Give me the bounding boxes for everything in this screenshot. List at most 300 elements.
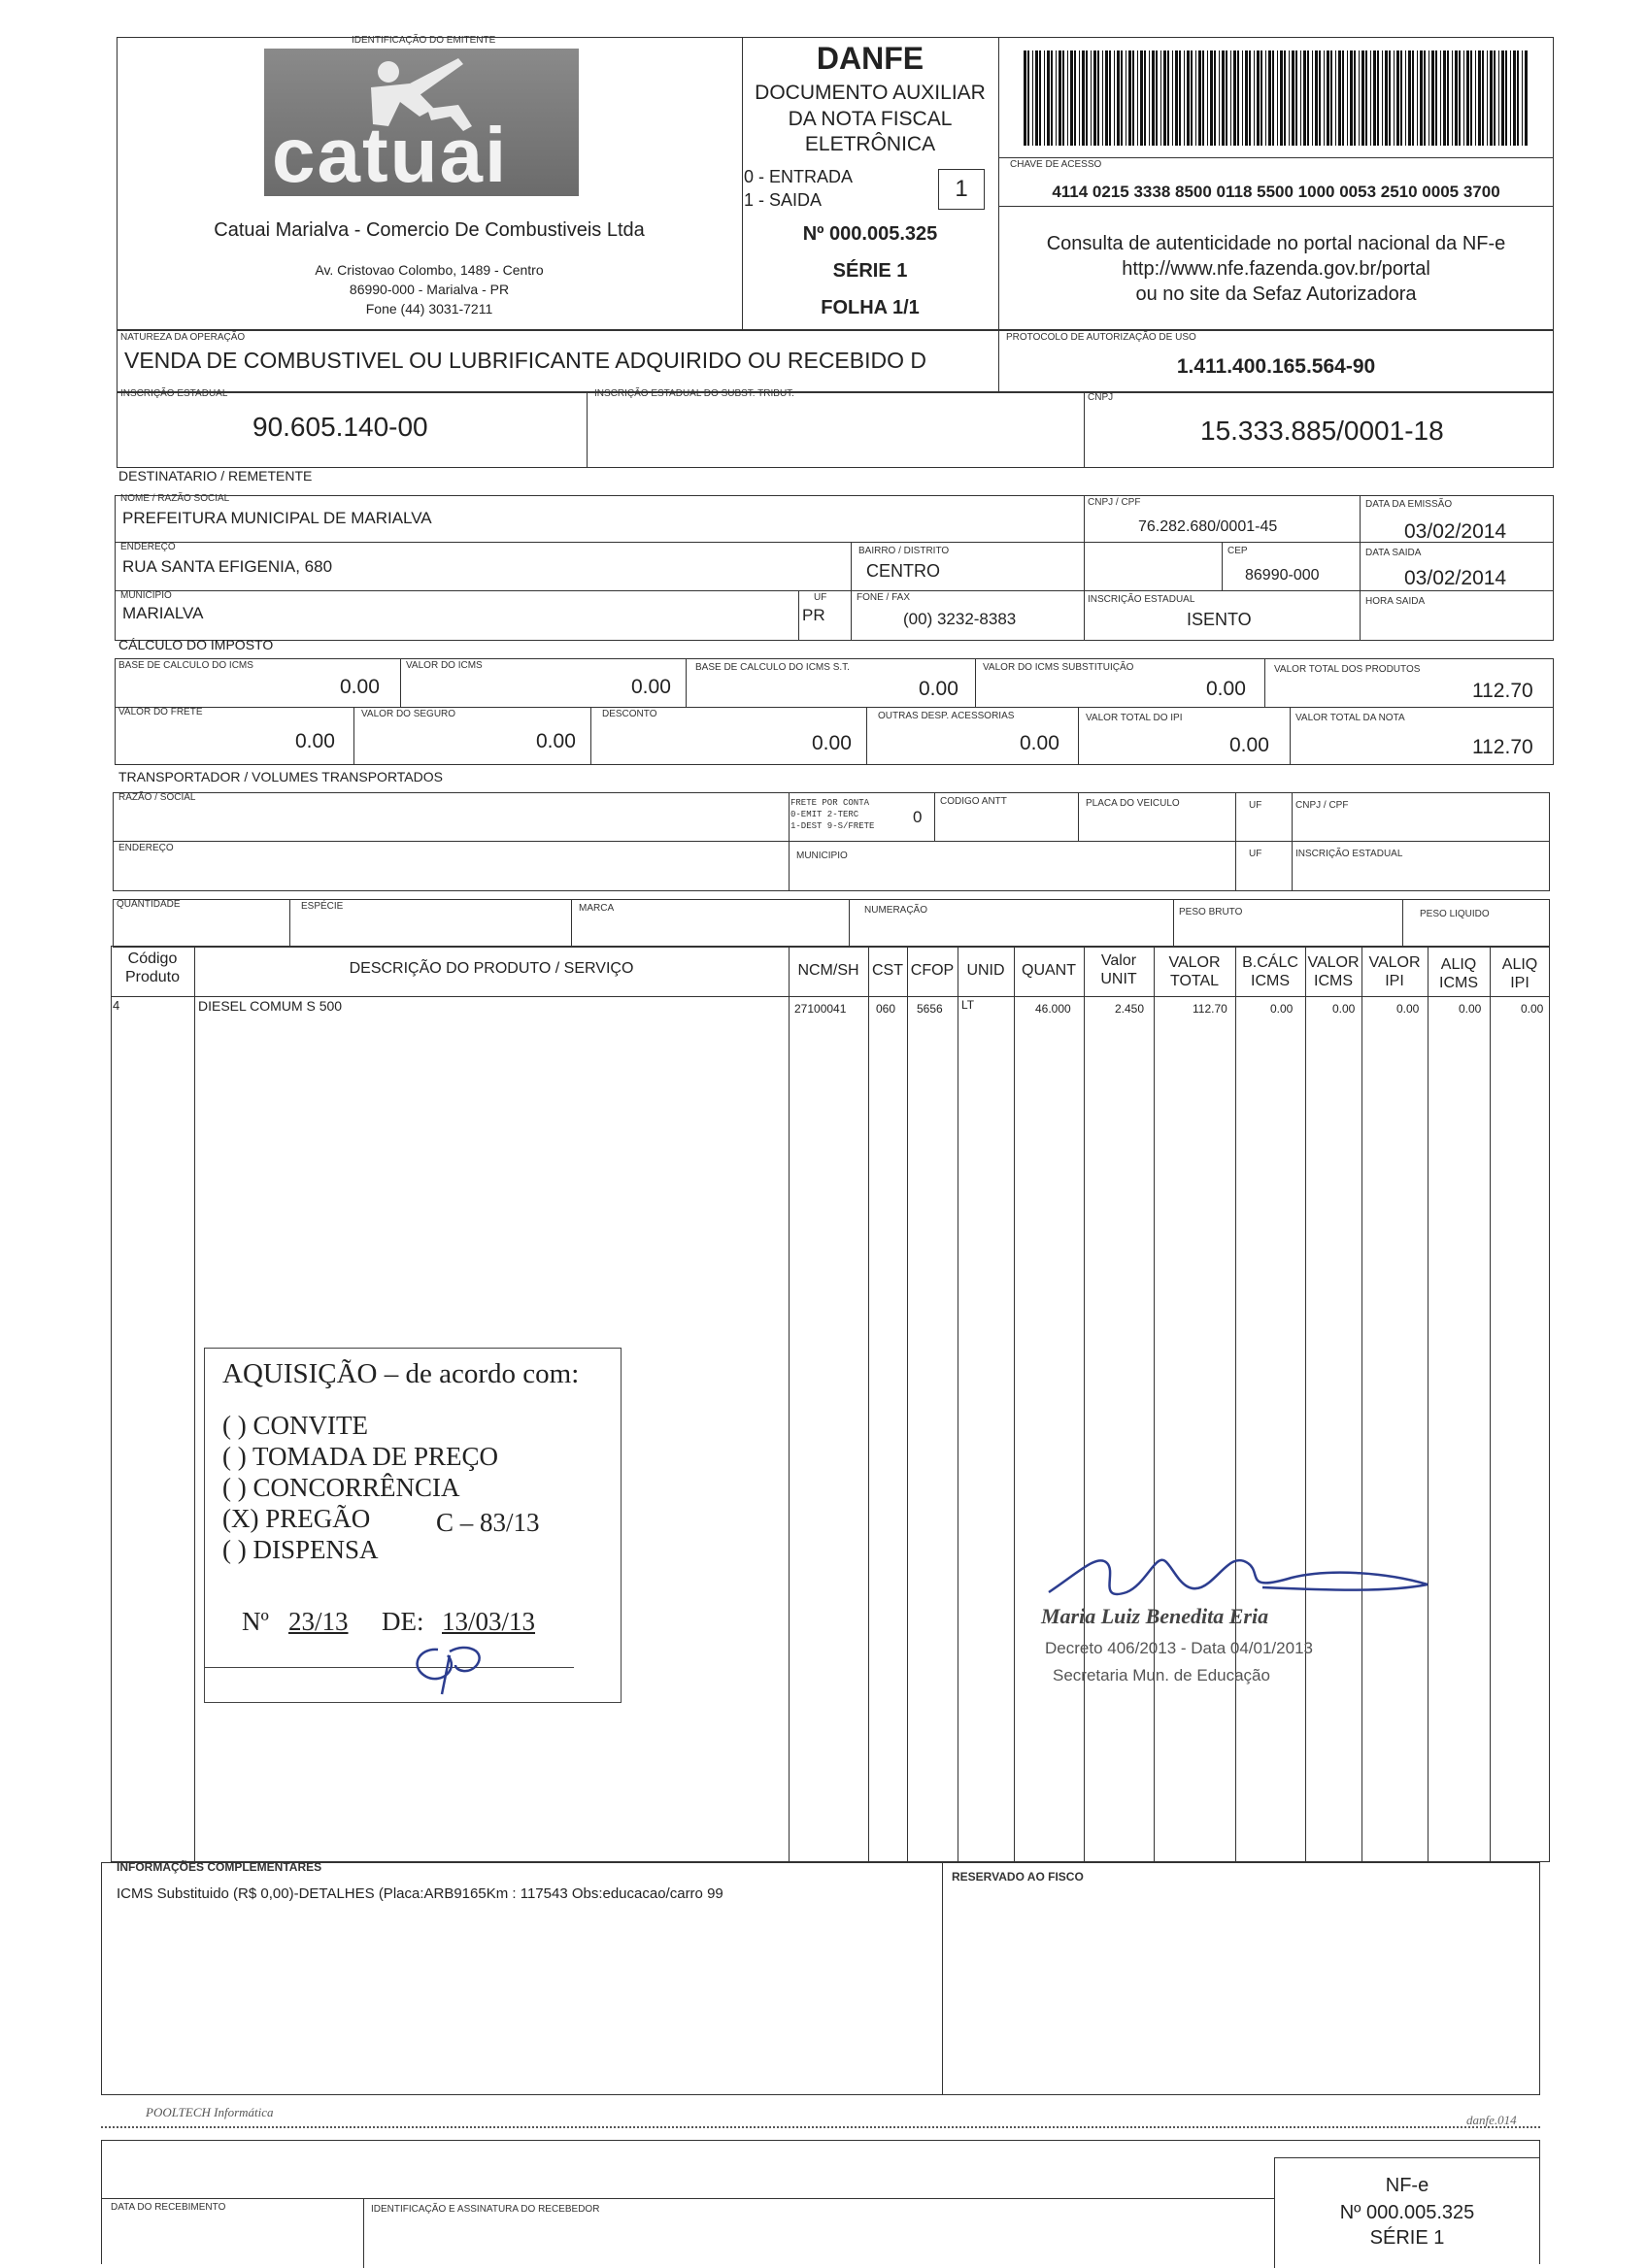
col-header-codigo-1: Código <box>127 951 178 967</box>
header-hline-1 <box>998 157 1554 158</box>
protocolo-label: PROTOCOLO DE AUTORIZAÇÃO DE USO <box>1006 332 1196 343</box>
vol-v1 <box>289 899 290 948</box>
bc-icms: 0.00 <box>340 676 380 698</box>
barcode-bar <box>1074 50 1076 146</box>
barcode-bar <box>1463 50 1464 146</box>
dest-endereco: RUA SANTA EFIGENIA, 680 <box>122 557 333 576</box>
frete-value: 0.00 <box>295 730 335 752</box>
dest-saida-label: DATA SAIDA <box>1365 548 1422 558</box>
barcode-bar <box>1447 50 1449 146</box>
barcode-bar <box>1260 50 1262 146</box>
imposto-section-label: CÁLCULO DO IMPOSTO <box>118 637 274 652</box>
imp-v6 <box>590 707 591 765</box>
antt-label: CODIGO ANTT <box>940 796 1007 807</box>
barcode-bar <box>1347 50 1348 146</box>
col-header-bc-2: ICMS <box>1251 973 1290 989</box>
emitente-name: Catuai Marialva - Comercio De Combustiveis Ltda <box>214 219 645 241</box>
initials-signature-icon <box>399 1630 496 1698</box>
trans-v2 <box>934 792 935 841</box>
natureza-value: VENDA DE COMBUSTIVEL OU LUBRIFICANTE ADQUIRIDO OU RECEBIDO D <box>124 348 927 373</box>
col-header-codigo-2: Produto <box>124 969 181 985</box>
col-header-vipi <box>1361 953 1428 990</box>
dest-fone-label: FONE / FAX <box>857 592 911 603</box>
frete-conta-1: FRETE POR CONTA <box>790 798 870 808</box>
danfe-numero: Nº 000.005.325 <box>802 223 938 245</box>
row-bc: 0.00 <box>1270 1002 1294 1016</box>
marca-label: MARCA <box>579 903 615 914</box>
col-header-unid: UNID <box>966 962 1005 979</box>
barcode-bar <box>1498 50 1499 146</box>
col-line-10 <box>1305 946 1306 1862</box>
barcode-bar <box>1230 50 1231 146</box>
frete-conta-3: 1-DEST 9-S/FRETE <box>790 821 875 831</box>
v-prod-label: VALOR TOTAL DOS PRODUTOS <box>1274 664 1421 675</box>
barcode-bar <box>1222 50 1225 146</box>
trans-endereco-label: ENDEREÇO <box>118 843 174 853</box>
barcode-bar <box>1370 50 1371 146</box>
row-cfop: 5656 <box>917 1002 943 1016</box>
barcode-bar <box>1303 50 1306 146</box>
barcode-bar <box>1160 50 1161 146</box>
barcode-bar <box>1184 50 1185 146</box>
col-header-vicms-2: ICMS <box>1314 973 1353 989</box>
danfe-serie: SÉRIE 1 <box>832 260 908 282</box>
barcode-bar <box>1198 50 1201 146</box>
barcode-bar <box>1156 50 1158 146</box>
barcode-bar <box>1478 50 1481 146</box>
barcode-bar <box>1292 50 1294 146</box>
danfe-subtitle-3: ELETRÔNICA <box>804 133 936 155</box>
barcode-bar <box>1093 50 1096 146</box>
barcode-bar <box>1140 50 1143 146</box>
barcode-bar <box>1389 50 1391 146</box>
dest-vline-6 <box>851 590 852 641</box>
info-text: ICMS Substituido (R$ 0,00)-DETALHES (Placa:ARB9165Km : 117543 Obs:educacao/carro 99 <box>117 1885 723 1902</box>
inscricao-divider-2 <box>1084 392 1085 468</box>
outras-label: OUTRAS DESP. ACESSORIAS <box>878 711 1015 721</box>
barcode-bar <box>1385 50 1388 146</box>
barcode-bar <box>1175 50 1178 146</box>
nota-label: VALOR TOTAL DA NOTA <box>1295 713 1405 723</box>
col-line-2 <box>789 946 790 1862</box>
signature-line-3: Secretaria Mun. de Educação <box>1053 1666 1270 1684</box>
dest-hline-1 <box>115 542 1554 543</box>
dest-ie: ISENTO <box>1187 610 1252 629</box>
trans-uf-label: UF <box>1249 800 1262 811</box>
barcode-bar <box>1091 50 1092 146</box>
dest-vline-2 <box>1360 495 1361 641</box>
col-line-7 <box>1084 946 1085 1862</box>
barcode-bar <box>1417 50 1418 146</box>
barcode-bar <box>1284 50 1286 146</box>
barcode-bar <box>1242 50 1243 146</box>
barcode-bar <box>1470 50 1472 146</box>
barcode-bar <box>1382 50 1383 146</box>
dest-uf-label: UF <box>814 592 827 603</box>
canhoto-numero: Nº 000.005.325 <box>1339 2202 1475 2223</box>
barcode-bar <box>1109 50 1111 146</box>
natureza-label: NATUREZA DA OPERAÇÃO <box>120 332 246 343</box>
barcode-bar <box>1079 50 1080 146</box>
barcode-bar <box>1466 50 1469 146</box>
destinatario-section-label: DESTINATARIO / REMETENTE <box>118 468 313 484</box>
barcode-bar <box>1102 50 1103 146</box>
barcode-bar <box>1505 50 1507 146</box>
dest-cep: 86990-000 <box>1245 567 1320 584</box>
barcode-bar <box>1254 50 1255 146</box>
imp-v9 <box>1290 707 1291 765</box>
desconto-value: 0.00 <box>812 732 852 754</box>
signature-line-2: Decreto 406/2013 - Data 04/01/2013 <box>1045 1639 1313 1657</box>
barcode-bar <box>1300 50 1301 146</box>
info-label: INFORMAÇÕES COMPLEMENTARES <box>117 1860 322 1874</box>
ipi-label: VALOR TOTAL DO IPI <box>1086 713 1183 723</box>
barcode-bar <box>1350 50 1353 146</box>
barcode-bar <box>1494 50 1496 146</box>
barcode-bar <box>1226 50 1227 146</box>
barcode-bar <box>1408 50 1411 146</box>
col-header-cst: CST <box>872 962 903 979</box>
imp-v1 <box>400 658 401 707</box>
trans-municipio-label: MUNICIPIO <box>796 850 848 861</box>
dest-cep-label: CEP <box>1227 546 1248 556</box>
ie-label: INSCRIÇÃO ESTADUAL <box>120 388 228 399</box>
barcode-bar <box>1365 50 1367 146</box>
imp-v3 <box>975 658 976 707</box>
danfe-folha: FOLHA 1/1 <box>821 297 920 318</box>
barcode-bar <box>1280 50 1283 146</box>
inscricao-divider-1 <box>587 392 588 468</box>
trans-v4 <box>1235 792 1236 891</box>
dest-bairro: CENTRO <box>866 561 940 581</box>
barcode-bar <box>1475 50 1476 146</box>
barcode-bar <box>1202 50 1204 146</box>
dest-uf: PR <box>802 606 825 624</box>
barcode-bar <box>1237 50 1239 146</box>
col-header-vipi-1: VALOR <box>1368 954 1421 971</box>
consulta-line-1: Consulta de autenticidade no portal nacional da NF-e <box>1046 233 1506 254</box>
signature-icon <box>1039 1534 1447 1612</box>
col-line-13 <box>1490 946 1491 1862</box>
barcode-bar <box>1114 50 1115 146</box>
emitente-address: Av. Cristovao Colombo, 1489 - Centro <box>315 262 544 278</box>
especie-label: ESPÉCIE <box>301 901 344 912</box>
quantidade-label: QUANTIDADE <box>117 899 181 910</box>
barcode-bar <box>1342 50 1344 146</box>
barcode-bar <box>1027 50 1029 146</box>
dest-cnpj-label: CNPJ / CPF <box>1088 497 1141 508</box>
trans-cnpj-label: CNPJ / CPF <box>1295 800 1349 811</box>
barcode-bar <box>1121 50 1123 146</box>
danfe-subtitle-2: DA NOTA FISCAL <box>788 108 953 130</box>
placa-label: PLACA DO VEICULO <box>1086 798 1180 809</box>
cut-line <box>101 2126 1540 2128</box>
barcode-bar <box>1265 50 1266 146</box>
imp-v5 <box>353 707 354 765</box>
barcode-bar <box>1396 50 1399 146</box>
barcode-bar <box>1431 50 1434 146</box>
col-header-vicms <box>1305 953 1361 990</box>
barcode-bar <box>1191 50 1193 146</box>
stamp-num-label: Nº <box>242 1607 269 1636</box>
dest-fone: (00) 3232-8383 <box>903 610 1017 628</box>
emitente-section-label: IDENTIFICAÇÃO DO EMITENTE <box>352 35 496 46</box>
row-aipi: 0.00 <box>1521 1002 1544 1016</box>
col-line-1 <box>194 946 195 1862</box>
barcode-bar <box>1167 50 1169 146</box>
chave-value: 4114 0215 3338 8500 0118 5500 1000 0053 2510 0005 3700 <box>1052 183 1500 201</box>
chave-label: CHAVE DE ACESSO <box>1010 159 1102 170</box>
barcode-bar <box>1424 50 1426 146</box>
company-logo <box>264 49 579 196</box>
frete-label: VALOR DO FRETE <box>118 707 203 717</box>
dest-vline-5 <box>798 590 799 641</box>
barcode-bar <box>1510 50 1511 146</box>
desconto-label: DESCONTO <box>602 709 657 719</box>
logo-text: catuai <box>272 112 509 198</box>
dest-vline-1 <box>1084 495 1085 641</box>
barcode-bar <box>1163 50 1166 146</box>
dest-emissao: 03/02/2014 <box>1404 520 1507 543</box>
barcode-bar <box>1405 50 1406 146</box>
dest-cnpj: 76.282.680/0001-45 <box>1138 518 1278 535</box>
col-header-vtotal <box>1154 953 1235 990</box>
barcode-bar <box>1319 50 1321 146</box>
barcode-bar <box>1152 50 1155 146</box>
barcode-bar <box>1233 50 1236 146</box>
barcode-bar <box>1487 50 1488 146</box>
trans-v1 <box>789 792 790 891</box>
barcode-bar <box>1394 50 1395 146</box>
col-line-12 <box>1428 946 1429 1862</box>
stamp-line-5: ( ) DISPENSA <box>222 1535 379 1564</box>
fisco-label: RESERVADO AO FISCO <box>952 1870 1084 1884</box>
peso-bruto-label: PESO BRUTO <box>1179 907 1243 917</box>
barcode-bar <box>1522 50 1523 146</box>
v-icms-label: VALOR DO ICMS <box>406 660 483 671</box>
stamp-num: 23/13 <box>288 1607 349 1636</box>
col-header-aipi <box>1490 955 1550 992</box>
barcode-bar <box>1117 50 1120 146</box>
barcode-bar <box>1056 50 1057 146</box>
imp-v8 <box>1078 707 1079 765</box>
consulta-line-2: http://www.nfe.fazenda.gov.br/portal <box>1122 258 1430 280</box>
barcode-bar <box>1128 50 1131 146</box>
stamp-line-3: ( ) CONCORRÊNCIA <box>222 1473 460 1502</box>
ie-st-label: INSCRIÇÃO ESTADUAL DO SUBST. TRIBUT. <box>594 388 794 399</box>
footer-left: POOLTECH Informática <box>146 2105 274 2119</box>
barcode-bar <box>1435 50 1437 146</box>
barcode-bar <box>1035 50 1038 146</box>
barcode-bar <box>1277 50 1278 146</box>
barcode-bar <box>1249 50 1251 146</box>
barcode-bar <box>1513 50 1516 146</box>
row-vicms: 0.00 <box>1332 1002 1356 1016</box>
canhoto-hline <box>101 2198 1274 2199</box>
header-hline-2 <box>998 206 1554 207</box>
imp-v4 <box>1264 658 1265 707</box>
row-codigo: 4 <box>113 998 120 1013</box>
consulta-line-3: ou no site da Sefaz Autorizadora <box>1135 284 1417 305</box>
barcode-bar <box>1070 50 1073 146</box>
barcode-bar <box>1338 50 1341 146</box>
dest-nome: PREFEITURA MUNICIPAL DE MARIALVA <box>122 509 432 527</box>
row-vunit: 2.450 <box>1115 1002 1145 1016</box>
imp-v7 <box>866 707 867 765</box>
stamp-title: AQUISIÇÃO – de acordo com: <box>222 1358 580 1389</box>
barcode-bar <box>1525 50 1528 146</box>
barcode-bar <box>1207 50 1208 146</box>
footer-right: danfe.014 <box>1466 2113 1517 2127</box>
trans-v5 <box>1292 792 1293 891</box>
col-header-ncm: NCM/SH <box>797 962 859 979</box>
barcode-bar <box>1105 50 1108 146</box>
col-line-6 <box>1014 946 1015 1862</box>
row-cst: 060 <box>876 1002 896 1016</box>
stamp-line-4b: C – 83/13 <box>436 1508 540 1537</box>
dest-vline-3 <box>851 542 852 590</box>
col-header-vunit-2: UNIT <box>1100 971 1137 987</box>
emitente-cep-city: 86990-000 - Marialva - PR <box>349 282 510 297</box>
barcode-bar <box>1307 50 1309 146</box>
v-st: 0.00 <box>1206 678 1246 700</box>
barcode-bar <box>1195 50 1196 146</box>
barcode-bar <box>1335 50 1336 146</box>
barcode-bar <box>1295 50 1297 146</box>
col-header-aipi-2: IPI <box>1510 975 1529 991</box>
seguro-value: 0.00 <box>536 730 576 752</box>
ipi-value: 0.00 <box>1229 734 1269 756</box>
stamp-date: 13/03/13 <box>442 1607 536 1636</box>
col-header-vunit-1: Valor <box>1100 952 1137 969</box>
ie-value: 90.605.140-00 <box>252 412 428 442</box>
barcode-bar <box>1059 50 1061 146</box>
canhoto-data-label: DATA DO RECEBIMENTO <box>111 2202 226 2213</box>
barcode-bar <box>1490 50 1493 146</box>
aquisicao-stamp <box>204 1348 622 1703</box>
dest-ie-label: INSCRIÇÃO ESTADUAL <box>1088 594 1195 605</box>
stamp-line-4: (X) PREGÃO <box>222 1504 371 1533</box>
dest-saida: 03/02/2014 <box>1404 567 1507 589</box>
col-header-aicms-1: ALIQ <box>1440 956 1477 973</box>
col-header-vtotal-2: TOTAL <box>1169 973 1220 989</box>
barcode-bar <box>1482 50 1484 146</box>
barcode-bar <box>1024 50 1026 146</box>
barcode-bar <box>1210 50 1213 146</box>
canhoto-nfe: NF-e <box>1385 2175 1429 2196</box>
frete-conta-2: 0-EMIT 2-TERC <box>790 810 859 819</box>
col-header-bc <box>1235 953 1305 990</box>
stamp-de-label: DE: <box>382 1607 424 1636</box>
col-header-cfop: CFOP <box>910 962 955 979</box>
numeracao-label: NUMERAÇÃO <box>864 905 928 916</box>
stamp-sign-line <box>205 1667 574 1668</box>
barcode-bar <box>1312 50 1313 146</box>
v-prod: 112.70 <box>1472 680 1533 702</box>
outras-value: 0.00 <box>1020 732 1059 754</box>
barcode-bar <box>1097 50 1099 146</box>
peso-liquido-label: PESO LIQUIDO <box>1420 909 1490 919</box>
col-line-9 <box>1235 946 1236 1862</box>
col-line-3 <box>868 946 869 1862</box>
barcode-bar <box>1039 50 1041 146</box>
danfe-title: DANFE <box>816 41 924 76</box>
barcode-bar <box>1330 50 1332 146</box>
barcode-bar <box>1062 50 1064 146</box>
bc-st-label: BASE DE CALCULO DO ICMS S.T. <box>695 662 850 673</box>
danfe-subtitle-1: DOCUMENTO AUXILIAR <box>755 82 986 104</box>
row-aicms: 0.00 <box>1459 1002 1482 1016</box>
stamp-line-1: ( ) CONVITE <box>222 1411 368 1440</box>
stamp-line-2: ( ) TOMADA DE PREÇO <box>222 1442 499 1471</box>
col-header-descricao: DESCRIÇÃO DO PRODUTO / SERVIÇO <box>349 960 634 977</box>
v-st-label: VALOR DO ICMS SUBSTITUIÇÃO <box>983 662 1134 673</box>
row-unid: LT <box>961 998 975 1012</box>
vol-v3 <box>849 899 850 948</box>
trans-uf2-label: UF <box>1249 849 1262 859</box>
barcode-bar <box>1400 50 1402 146</box>
barcode-bar <box>1443 50 1446 146</box>
col-header-aipi-1: ALIQ <box>1501 956 1538 973</box>
seguro-label: VALOR DO SEGURO <box>361 709 456 719</box>
barcode-bar <box>1517 50 1519 146</box>
col-line-11 <box>1361 946 1362 1862</box>
dest-bairro-label: BAIRRO / DISTRITO <box>858 546 950 556</box>
barcode-bar <box>1082 50 1085 146</box>
barcode-bar <box>1245 50 1248 146</box>
trans-ie-label: INSCRIÇÃO ESTADUAL <box>1295 849 1403 859</box>
canhoto-hline-2 <box>1274 2157 1540 2158</box>
canhoto-serie: SÉRIE 1 <box>1369 2227 1445 2249</box>
barcode-bar <box>1179 50 1181 146</box>
bc-st: 0.00 <box>919 678 958 700</box>
vol-v2 <box>571 899 572 948</box>
transporte-section-label: TRANSPORTADOR / VOLUMES TRANSPORTADOS <box>118 769 443 784</box>
nota-value: 112.70 <box>1472 736 1533 758</box>
barcode-bar <box>1315 50 1318 146</box>
barcode-bar <box>1047 50 1050 146</box>
trans-hline <box>113 841 1550 842</box>
dest-emissao-label: DATA DA EMISSÃO <box>1365 499 1453 510</box>
dest-hora-label: HORA SAIDA <box>1365 596 1426 607</box>
barcode-bar <box>1459 50 1461 146</box>
barcode-bar <box>1067 50 1068 146</box>
barcode-bar <box>1361 50 1364 146</box>
cnpj-label: CNPJ <box>1088 392 1114 403</box>
tipo-saida: 1 - SAIDA <box>744 190 823 210</box>
barcode-bar <box>1268 50 1271 146</box>
col-header-aicms-2: ICMS <box>1439 975 1478 991</box>
barcode-bar <box>1501 50 1504 146</box>
razao-label: RAZÃO / SOCIAL <box>118 792 196 803</box>
vol-v5 <box>1402 899 1403 948</box>
barcode-bar <box>1149 50 1150 146</box>
barcode-bar <box>1051 50 1053 146</box>
barcode-bar <box>1327 50 1329 146</box>
produtos-header-line <box>111 996 1550 997</box>
barcode-bar <box>1086 50 1088 146</box>
barcode-bar <box>1044 50 1045 146</box>
barcode-bar <box>1187 50 1190 146</box>
signature-name: Maria Luiz Benedita Eria <box>1041 1604 1269 1628</box>
dest-municipio-label: MUNICIPIO <box>120 590 172 601</box>
emitente-phone: Fone (44) 3031-7211 <box>365 301 493 317</box>
barcode-bar <box>1455 50 1458 146</box>
barcode-bar <box>1132 50 1134 146</box>
row-quant: 46.000 <box>1035 1002 1071 1016</box>
canhoto-assinatura-label: IDENTIFICAÇÃO E ASSINATURA DO RECEBEDOR <box>371 2204 600 2215</box>
col-header-vicms-1: VALOR <box>1307 954 1360 971</box>
